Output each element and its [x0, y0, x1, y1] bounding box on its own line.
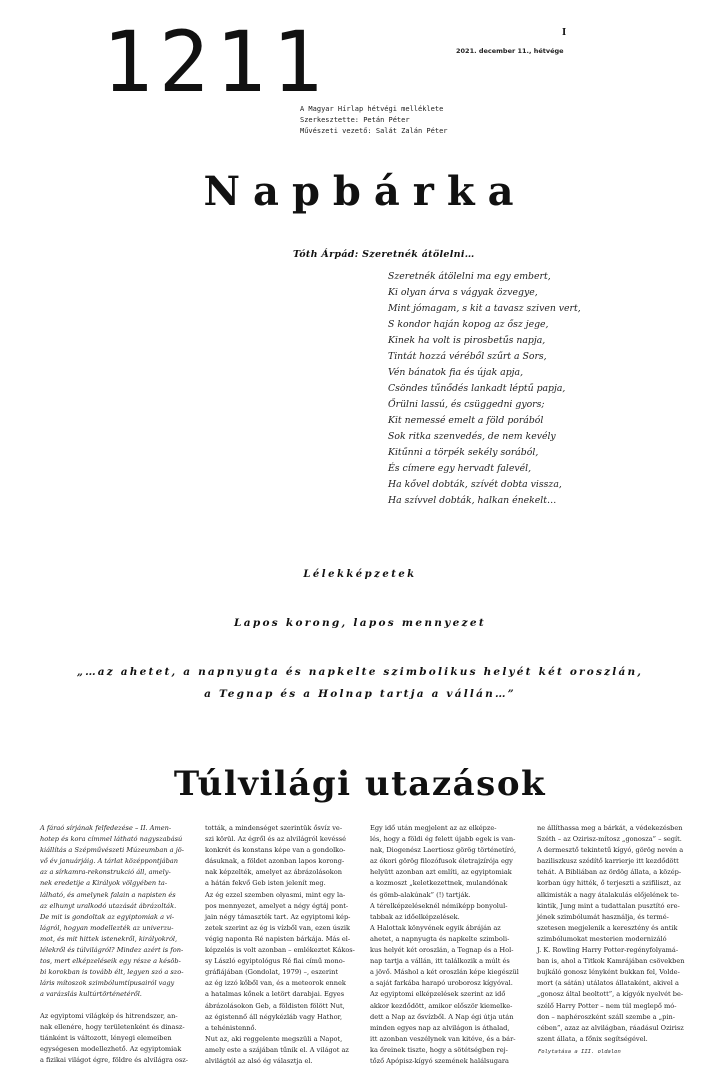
text-line: végig naponta Ré napisten bárkája. Más el- [205, 934, 351, 943]
text-line: a saját farkába harapó uroborosz kígyóval. [370, 979, 513, 988]
text-line: jének szimbólumát használja, és termé- [537, 912, 669, 921]
text-line: az ég izzó kőből van, és a meteorok ennek [205, 979, 346, 988]
pull-quote [0, 661, 720, 705]
text-line: Az egyiptomi világkép és hitrendszer, an- [40, 1011, 178, 1020]
text-line: ka őreinek tiszte, hogy a sötétségben rej- [370, 1045, 508, 1054]
text-line: jain négy támaszték tart. Az egyiptomi kép- [205, 912, 351, 921]
text-line: kintik, Jung mint a tudattalan pusztító ere- [537, 901, 680, 910]
subheading-lelekkepzetek: Lélekképzetek [303, 569, 417, 580]
text-line: szent állata, a főnix segítségével. [537, 1034, 648, 1043]
text-line: alvilágtól az alsó ég választja el. [205, 1056, 313, 1065]
text-line: korban úgy hitték, ő terjeszti a szifiliszt, az [537, 879, 681, 888]
intro-paragraph [33, 823, 188, 1001]
text-line: alkimisták a nagy átalakulás előjelének te- [537, 890, 680, 899]
poem-line: Kit nemessé emelt a föld porából [388, 415, 544, 426]
text-line: nak, Diogenész Laertiosz görög történetíró, [370, 846, 517, 855]
poem-line: Ki olyan árva s vágyak özvegye, [388, 287, 538, 298]
text-line: a jövő. Máshol a két oroszlán képe kiegészül [370, 968, 519, 977]
text-line: az a sírkamra-rekonstrukció áll, amely- [40, 868, 171, 877]
text-line: az elhunyt uralkodó utazását ábrázolták. [40, 901, 177, 910]
page-number: I [562, 28, 567, 38]
text-line: tabbak az időelképzelések. [370, 912, 460, 921]
text-line: Széth – az Ozirisz-mítosz „gonosza” – segít. [537, 835, 682, 844]
text-line: dásuknak, a földet azonban lapos korong- [205, 857, 345, 866]
text-line: az ókori görög filozófusok életrajzírója egy [370, 857, 513, 866]
text-line: konkrét és konstans képe van a gondolko- [205, 846, 346, 855]
text-line: tották, a mindenséget szerintük ősvíz ve- [205, 824, 343, 832]
text-line: képzelés is volt azonban – emlékeztet Kákos- [205, 946, 355, 955]
text-line: a kozmoszt „keletkezettnek, mulandónak [370, 879, 508, 888]
text-line: don – naphéroszként száll szembe a „pin- [537, 1012, 675, 1021]
paragraph [530, 823, 685, 1045]
text-line: bi korokban is tovább élt, legyen szó a szo- [40, 968, 184, 977]
issue-date: 2021. december 11., hétvége [456, 47, 564, 55]
continued-note: Folytatása a III. oldalon [538, 1049, 621, 1055]
poem-line: Tintát hozzá véréből szűrt a Sors, [388, 351, 547, 362]
text-line: A Halottak könyvének egyik ábráján az [370, 923, 501, 932]
text-line: kiállítás a Szépművészeti Múzeumban a jö- [40, 846, 184, 855]
poem-line: Sok ritka szenvedés, de nem kevély [388, 431, 556, 442]
pull-quote-line: „…az ahetet, a napnyugta és napkelte szimbolikus helyét két oroszlán, [76, 666, 644, 678]
text-line: J. K. Rowling Harry Potter-regényfolyamá- [537, 946, 679, 955]
text-line: tőző Apópisz-kígyó szemének halálsugara [370, 1056, 509, 1065]
text-line: A térelképzeléseknél némiképp bonyolul- [370, 901, 508, 910]
text-line: a fizikai világot égre, földre és alvilágra osz- [40, 1055, 188, 1064]
text-line: Az egyiptomi elképzelések szerint az idő [370, 990, 506, 999]
poem-line: Ha szívvel dobták, halkan énekelt… [388, 495, 557, 506]
text-line: ahetet, a napnyugta és napkelte szimboli- [370, 934, 510, 943]
text-line: láris mítoszok szimbólumtípusairól vagy [40, 979, 175, 988]
text-line: helyütt azonban azt említi, az egyiptomiak [370, 868, 512, 877]
text-line: tehát. A Bibliában az ördög állata, a közép- [537, 868, 682, 877]
text-line: akkor kezdődött, amikor először kiemelke- [370, 1001, 513, 1010]
text-line: a hátán fekvő Geb isten jelenít meg. [205, 879, 326, 888]
article-title: Napbárka [203, 168, 527, 215]
credit-line: Szerkesztette: Petán Péter [300, 116, 410, 124]
text-line: egységesen modellezhető. Az egyiptomiak [40, 1044, 182, 1053]
text-line: szetesen megjelenik a keresztény és antik [537, 923, 678, 932]
text-line: hotep és kora címmel látható nagyszabású [40, 835, 183, 844]
text-line: itt azonban veszélynek van kitéve, és a bár- [370, 1034, 516, 1043]
text-line: minden egyes nap az alvilágon is áthalad, [370, 1023, 510, 1032]
poem-line: Mint jómagam, s kit a tavasz sziven vert, [388, 303, 581, 314]
text-line: tos, mert elképzeléseik egy része a késöb- [40, 957, 181, 966]
text-line: és gömb-alakúnak” (!) tartják. [370, 890, 471, 899]
text-line: lágról, hogyan modellezték az univerzu- [40, 923, 174, 932]
paragraph [198, 823, 353, 1067]
poem-line: S kondor haján kopog az ősz jege, [388, 319, 549, 330]
text-line: bujkáló gonosz lényként bukkan fel, Volde- [537, 968, 680, 977]
text-line: sy László egyiptológus Ré fiai című mono- [205, 957, 345, 966]
poem-line: És címere egy hervadt falevél, [388, 463, 532, 474]
text-line: az égistennő áll négykézláb vagy Hathor, [205, 1012, 343, 1021]
text-line: Nut az, aki reggelente megszüli a Napot, [205, 1034, 343, 1043]
text-line: mot, és mit hittek istenekről, királyokról, [40, 934, 178, 943]
poem-line: Szeretnék átölelni ma egy embert, [388, 271, 551, 282]
credit-line: A Magyar Hírlap hétvégi melléklete [300, 105, 444, 113]
credit-line: Művészeti vezető: Salát Zalán Péter [300, 127, 448, 135]
text-line: cében”, azaz az alvilágban, ráadásul Ozirisz [537, 1023, 684, 1032]
text-line: A dermesztő tekintetű kígyó, görög nevén a [537, 846, 684, 855]
poem-line: Kitűnni a törpék sekély sorából, [388, 447, 539, 458]
text-line: A fáraó sírjának felfedezése – II. Amen- [40, 824, 172, 832]
text-line: nap tartja a vállán, itt találkozik a múlt és [370, 957, 510, 966]
text-line: mort (a sátán) utálatos állataként, akivel a [537, 979, 679, 988]
subheading-lapos-korong: Lapos korong, lapos mennyezet [234, 617, 486, 629]
text-line: nek eredetije a Királyok völgyében ta- [40, 879, 168, 888]
text-line: gráfiájában (Gondolat, 1979) –, eszerint [205, 968, 338, 977]
poem [388, 269, 581, 509]
text-line: szimbólumokat mesterien modernizáló [537, 934, 667, 943]
masthead-title: 1211 [102, 13, 329, 111]
text-line: nak ellenére, hogy területenként és dinasz- [40, 1022, 185, 1031]
text-line: De mit is gondoltak az egyiptomiak a vi- [40, 912, 175, 921]
text-line: Egy idő után megjelent az az elképze- [370, 824, 497, 832]
text-line: Az ég ezzel szemben olyasmi, mint egy la- [205, 890, 346, 899]
text-line: zetek szerint az ég is vízből van, ezen úszik [205, 923, 350, 932]
text-column-3 [363, 823, 518, 1067]
paragraph [363, 823, 518, 1067]
text-line: szélő Harry Potter – nem túl meglepő mó- [537, 1001, 677, 1010]
poem-line: Ha kővel dobták, szívét dobta vissza, [388, 479, 562, 490]
poem-line: Őrülni lassú, és csüggedni gyors; [388, 399, 545, 410]
poem-line: Vén bánatok fia és újak apja, [388, 367, 524, 378]
poem-line: Csöndes tűnődés lankadt léptű papja, [388, 383, 566, 394]
text-column-1 [33, 823, 188, 1066]
text-line: lélekről és túlvilágról? Mindez azért is fon- [40, 946, 184, 955]
poem-heading: Tóth Árpád: Szeretnék átölelni… [293, 249, 475, 260]
text-line: ábrázolásokon Geb, a földisten fölött Nut, [205, 1001, 345, 1010]
text-line: szi körül. Az égről és az alvilágról kevéssé [205, 835, 347, 844]
text-line: kus helyét két oroszlán, a Tegnap és a Hol- [370, 946, 514, 955]
paragraph [33, 1011, 188, 1066]
text-line: amely este a szájában tűnik el. A világot az [205, 1045, 349, 1054]
text-line: „gonosz által beoltott”, a kígyók nyelvét be- [537, 990, 684, 999]
text-line: tiánként is változott, lényegi elemeiben [40, 1033, 172, 1042]
text-line: ban is, ahol a Titkok Kamrájában csövekben [537, 957, 685, 966]
text-line: baziliszkusz szédítő karrierje itt kezdődött [537, 857, 679, 866]
text-column-4 [530, 823, 685, 1045]
text-line: pos mennyezet, amelyet a négy égtáj pont- [205, 901, 349, 910]
text-line: ne állíthassa meg a bárkát, a védekezésben [537, 824, 683, 832]
text-line: a hatalmas kőnek a letört darabjai. Egyes [205, 990, 345, 999]
poem-line: Kinek ha volt is pirosbetűs napja, [388, 335, 546, 346]
text-line: dett a Nap az ősvízből. A Nap égi útja után [370, 1012, 514, 1021]
credits [300, 104, 448, 137]
text-line: vő év januárjáig. A tárlat középpontjában [40, 857, 178, 866]
text-line: nak képzelték, amelyet az ábrázolásokon [205, 868, 342, 877]
text-line: lálható, és amelynek falain a napisten és [40, 890, 176, 899]
text-column-2 [198, 823, 353, 1067]
pull-quote-line: a Tegnap és a Holnap tartja a vállán…” [204, 688, 516, 700]
text-line: lés, hogy a földi ég felett újabb egek is van- [370, 835, 516, 844]
text-line: a varázslás kultúrtörténetéről. [40, 990, 142, 999]
section-title: Túlvilági utazások [173, 764, 547, 804]
text-line: a tehénistennő. [205, 1023, 257, 1032]
